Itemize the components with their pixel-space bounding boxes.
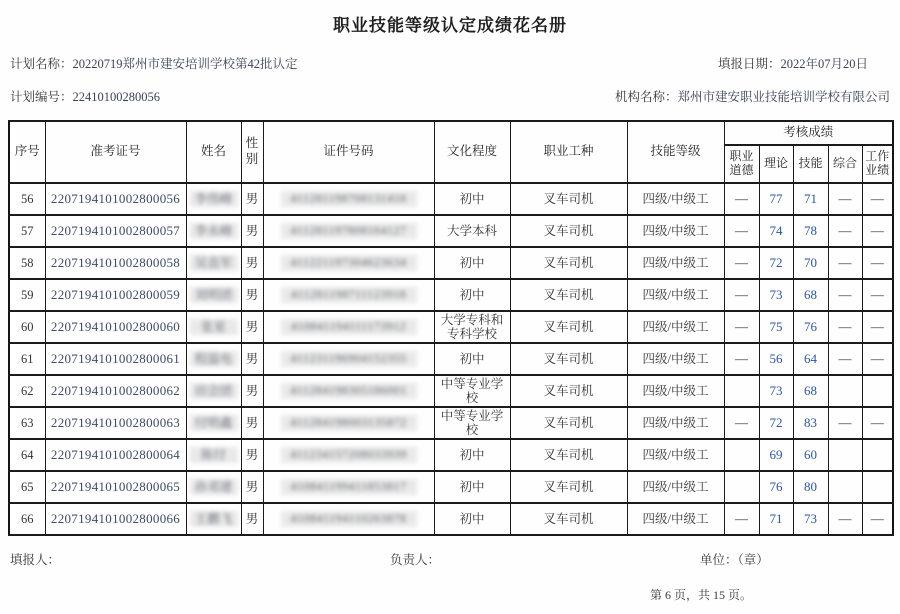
table-row <box>9 375 893 407</box>
id-cell-redacted: 411281198708131418 <box>281 191 417 207</box>
meta-row-1 <box>0 54 900 72</box>
occupation-cell: 叉车司机 <box>510 343 627 375</box>
id-cell <box>263 471 434 503</box>
manager-label: 负责人： <box>390 553 441 567</box>
skill-score-cell: 73 <box>793 503 828 535</box>
gender-cell: 男 <box>241 183 263 215</box>
level-cell: 四级/中级工 <box>627 311 724 343</box>
occupation-cell: 叉车司机 <box>510 375 627 407</box>
name-cell <box>186 407 241 439</box>
seq-cell: 56 <box>9 183 45 215</box>
id-cell-redacted: 410841199411853817 <box>281 479 417 495</box>
unit-label-text: 单位： <box>700 553 738 567</box>
ethics-score-cell: — <box>724 215 759 247</box>
name-cell-redacted: 王鹏飞 <box>190 511 238 527</box>
occupation-cell: 叉车司机 <box>510 215 627 247</box>
education-cell: 大学专科和专科学校 <box>434 311 510 343</box>
seq-cell: 64 <box>9 439 45 471</box>
education-cell: 初中 <box>434 183 510 215</box>
theory-score-cell: 72 <box>759 407 793 439</box>
id-cell-redacted: 410841194110263878 <box>281 511 417 527</box>
gender-cell: 男 <box>241 247 263 279</box>
id-cell <box>263 215 434 247</box>
skill-score-cell: 68 <box>793 279 828 311</box>
comprehensive-score-cell <box>828 439 862 471</box>
id-cell <box>263 503 434 535</box>
ethics-score-cell: — <box>724 407 759 439</box>
name-cell-redacted: 付明鑫 <box>190 415 238 431</box>
level-cell: 四级/中级工 <box>627 471 724 503</box>
signature-row <box>0 550 900 566</box>
occupation-cell: 叉车司机 <box>510 471 627 503</box>
ticket-cell: 2207194101002800065 <box>45 471 186 503</box>
org-label: 机构名称： <box>614 90 678 104</box>
id-cell <box>263 247 434 279</box>
theory-score-cell: 73 <box>759 375 793 407</box>
report-date <box>718 54 868 72</box>
theory-score-cell: 71 <box>759 503 793 535</box>
seq-cell: 62 <box>9 375 45 407</box>
table-row <box>9 311 893 343</box>
comprehensive-score-cell: — <box>828 279 862 311</box>
work-score-cell: — <box>862 215 893 247</box>
plan-name <box>10 54 298 72</box>
id-cell-redacted: 410841194111173912 <box>281 319 417 335</box>
comprehensive-score-cell: — <box>828 215 862 247</box>
ticket-cell: 2207194101002800061 <box>45 343 186 375</box>
gender-cell: 男 <box>241 343 263 375</box>
gender-cell: 男 <box>241 375 263 407</box>
education-cell: 初中 <box>434 503 510 535</box>
unit-label <box>700 550 769 568</box>
plan-no-label: 计划编号： <box>10 90 73 104</box>
ethics-score-cell: — <box>724 311 759 343</box>
theory-score-cell: 74 <box>759 215 793 247</box>
header-seq: 序号 <box>9 121 45 183</box>
skill-score-cell: 60 <box>793 439 828 471</box>
header-level: 技能等级 <box>627 121 724 183</box>
name-cell <box>186 375 241 407</box>
seq-cell: 59 <box>9 279 45 311</box>
org-value: 郑州市建安职业技能培训学校有限公司 <box>677 90 890 104</box>
gender-cell: 男 <box>241 503 263 535</box>
ethics-score-cell: — <box>724 247 759 279</box>
id-cell <box>263 279 434 311</box>
unit-seal-text: （章） <box>737 553 769 567</box>
ticket-cell: 2207194101002800066 <box>45 503 186 535</box>
theory-score-cell: 73 <box>759 279 793 311</box>
header-scores-group: 考核成绩 <box>724 121 893 145</box>
ticket-cell: 2207194101002800058 <box>45 247 186 279</box>
id-cell-redacted: 411281198711123918 <box>281 287 417 303</box>
name-cell <box>186 311 241 343</box>
header-occupation: 职业工种 <box>510 121 627 183</box>
ticket-cell: 2207194101002800064 <box>45 439 186 471</box>
work-score-cell <box>862 375 893 407</box>
name-cell <box>186 503 241 535</box>
page-title: 职业技能等级认定成绩花名册 <box>333 16 567 35</box>
header-work-score: 工作业绩 <box>862 145 893 183</box>
ticket-cell: 2207194101002800057 <box>45 215 186 247</box>
education-cell: 中等专业学校 <box>434 375 510 407</box>
header-theory-score: 理论 <box>759 145 793 183</box>
education-cell: 初中 <box>434 279 510 311</box>
occupation-cell: 叉车司机 <box>510 247 627 279</box>
comprehensive-score-cell: — <box>828 343 862 375</box>
comprehensive-score-cell: — <box>828 503 862 535</box>
table-row <box>9 439 893 471</box>
skill-score-cell: 76 <box>793 311 828 343</box>
id-cell <box>263 407 434 439</box>
ethics-score-cell: — <box>724 343 759 375</box>
seq-cell: 58 <box>9 247 45 279</box>
education-cell: 初中 <box>434 439 510 471</box>
org-name <box>615 87 890 105</box>
skill-score-cell: 83 <box>793 407 828 439</box>
gender-cell: 男 <box>241 279 263 311</box>
theory-score-cell: 75 <box>759 311 793 343</box>
header-name: 姓名 <box>186 121 241 183</box>
skill-score-cell: 64 <box>793 343 828 375</box>
id-cell-redacted: 411284198003135872 <box>281 415 417 431</box>
theory-score-cell: 72 <box>759 247 793 279</box>
level-cell: 四级/中级工 <box>627 407 724 439</box>
level-cell: 四级/中级工 <box>627 439 724 471</box>
name-cell-redacted: 李伟峰 <box>190 191 238 207</box>
level-cell: 四级/中级工 <box>627 247 724 279</box>
name-cell <box>186 471 241 503</box>
gender-cell: 男 <box>241 439 263 471</box>
gender-cell: 男 <box>241 215 263 247</box>
level-cell: 四级/中级工 <box>627 279 724 311</box>
skill-score-cell: 68 <box>793 375 828 407</box>
ethics-score-cell <box>724 375 759 407</box>
occupation-cell: 叉车司机 <box>510 439 627 471</box>
theory-score-cell: 69 <box>759 439 793 471</box>
seq-cell: 61 <box>9 343 45 375</box>
education-cell: 初中 <box>434 247 510 279</box>
id-cell <box>263 311 434 343</box>
skill-score-cell: 80 <box>793 471 828 503</box>
occupation-cell: 叉车司机 <box>510 183 627 215</box>
ticket-cell: 2207194101002800062 <box>45 375 186 407</box>
ethics-score-cell <box>724 439 759 471</box>
header-ticket: 准考证号 <box>45 121 186 183</box>
ethics-score-cell: — <box>724 183 759 215</box>
level-cell: 四级/中级工 <box>627 183 724 215</box>
id-cell <box>263 343 434 375</box>
work-score-cell: — <box>862 247 893 279</box>
name-cell-redacted: 陈付 <box>190 447 238 463</box>
theory-score-cell: 76 <box>759 471 793 503</box>
name-cell-redacted: 刘明团 <box>190 287 238 303</box>
occupation-cell: 叉车司机 <box>510 311 627 343</box>
filler-label: 填报人： <box>10 553 61 567</box>
comprehensive-score-cell <box>828 471 862 503</box>
education-cell: 初中 <box>434 343 510 375</box>
id-cell-redacted: 411281197808164127 <box>281 223 417 239</box>
work-score-cell: — <box>862 407 893 439</box>
header-education: 文化程度 <box>434 121 510 183</box>
seq-cell: 63 <box>9 407 45 439</box>
header-skill-score: 技能 <box>793 145 828 183</box>
name-cell <box>186 343 241 375</box>
skill-score-cell: 71 <box>793 183 828 215</box>
work-score-cell: — <box>862 183 893 215</box>
name-cell-redacted: 张星 <box>190 319 238 335</box>
name-cell-redacted: 李永峰 <box>190 223 238 239</box>
page-number-info: 第 6 页，共 15 页。 <box>650 588 753 602</box>
skill-score-cell: 78 <box>793 215 828 247</box>
ticket-cell: 2207194101002800059 <box>45 279 186 311</box>
gender-cell: 男 <box>241 471 263 503</box>
work-score-cell: — <box>862 503 893 535</box>
id-cell <box>263 439 434 471</box>
ethics-score-cell: — <box>724 503 759 535</box>
occupation-cell: 叉车司机 <box>510 503 627 535</box>
skill-score-cell: 70 <box>793 247 828 279</box>
seq-cell: 65 <box>9 471 45 503</box>
name-cell <box>186 247 241 279</box>
level-cell: 四级/中级工 <box>627 215 724 247</box>
ethics-score-cell <box>724 471 759 503</box>
id-cell-redacted: 411231196904152355 <box>281 351 417 367</box>
header-id: 证件号码 <box>263 121 434 183</box>
name-cell <box>186 279 241 311</box>
ticket-cell: 2207194101002800063 <box>45 407 186 439</box>
level-cell: 四级/中级工 <box>627 375 724 407</box>
occupation-cell: 叉车司机 <box>510 407 627 439</box>
id-cell-redacted: 411234157208033939 <box>281 447 417 463</box>
comprehensive-score-cell: — <box>828 311 862 343</box>
id-cell-redacted: 411221197304623634 <box>281 255 417 271</box>
name-cell-redacted: 吴直军 <box>190 255 238 271</box>
header-comprehensive-score: 综合 <box>828 145 862 183</box>
comprehensive-score-cell <box>828 375 862 407</box>
work-score-cell: — <box>862 279 893 311</box>
comprehensive-score-cell: — <box>828 407 862 439</box>
id-cell <box>263 183 434 215</box>
level-cell: 四级/中级工 <box>627 503 724 535</box>
plan-name-label: 计划名称： <box>10 57 73 71</box>
table-header <box>9 121 893 183</box>
name-cell-redacted: 孙邓建 <box>190 479 238 495</box>
ethics-score-cell: — <box>724 279 759 311</box>
table-row <box>9 343 893 375</box>
education-cell: 大学本科 <box>434 215 510 247</box>
id-cell <box>263 375 434 407</box>
table-row <box>9 183 893 215</box>
table-row <box>9 279 893 311</box>
name-cell-redacted: 田会团 <box>190 383 238 399</box>
seq-cell: 60 <box>9 311 45 343</box>
comprehensive-score-cell: — <box>828 183 862 215</box>
id-cell-redacted: 411284198305186001 <box>281 383 417 399</box>
seq-cell: 57 <box>9 215 45 247</box>
name-cell-redacted: 程温电 <box>190 351 238 367</box>
name-cell <box>186 215 241 247</box>
table-row <box>9 407 893 439</box>
report-date-value: 2022年07月20日 <box>780 57 868 71</box>
name-cell <box>186 439 241 471</box>
education-cell: 中等专业学校 <box>434 407 510 439</box>
ticket-cell: 2207194101002800060 <box>45 311 186 343</box>
education-cell: 初中 <box>434 471 510 503</box>
plan-no-value: 22410100280056 <box>72 90 161 104</box>
plan-name-value: 20220719郑州市建安培训学校第42批认定 <box>72 57 298 71</box>
occupation-cell: 叉车司机 <box>510 279 627 311</box>
table-row <box>9 471 893 503</box>
work-score-cell: — <box>862 343 893 375</box>
header-gender: 性别 <box>241 121 263 183</box>
name-cell <box>186 183 241 215</box>
work-score-cell: — <box>862 311 893 343</box>
work-score-cell <box>862 439 893 471</box>
table-row <box>9 215 893 247</box>
report-date-label: 填报日期： <box>717 57 781 71</box>
theory-score-cell: 56 <box>759 343 793 375</box>
gender-cell: 男 <box>241 311 263 343</box>
gender-cell: 男 <box>241 407 263 439</box>
table-row <box>9 247 893 279</box>
score-table-body <box>9 183 893 535</box>
score-table <box>8 120 894 536</box>
table-row <box>9 503 893 535</box>
level-cell: 四级/中级工 <box>627 343 724 375</box>
seq-cell: 66 <box>9 503 45 535</box>
comprehensive-score-cell: — <box>828 247 862 279</box>
work-score-cell <box>862 471 893 503</box>
plan-no <box>10 87 160 105</box>
header-ethics-score: 职业道德 <box>724 145 759 183</box>
theory-score-cell: 77 <box>759 183 793 215</box>
meta-row-2 <box>0 87 900 105</box>
ticket-cell: 2207194101002800056 <box>45 183 186 215</box>
